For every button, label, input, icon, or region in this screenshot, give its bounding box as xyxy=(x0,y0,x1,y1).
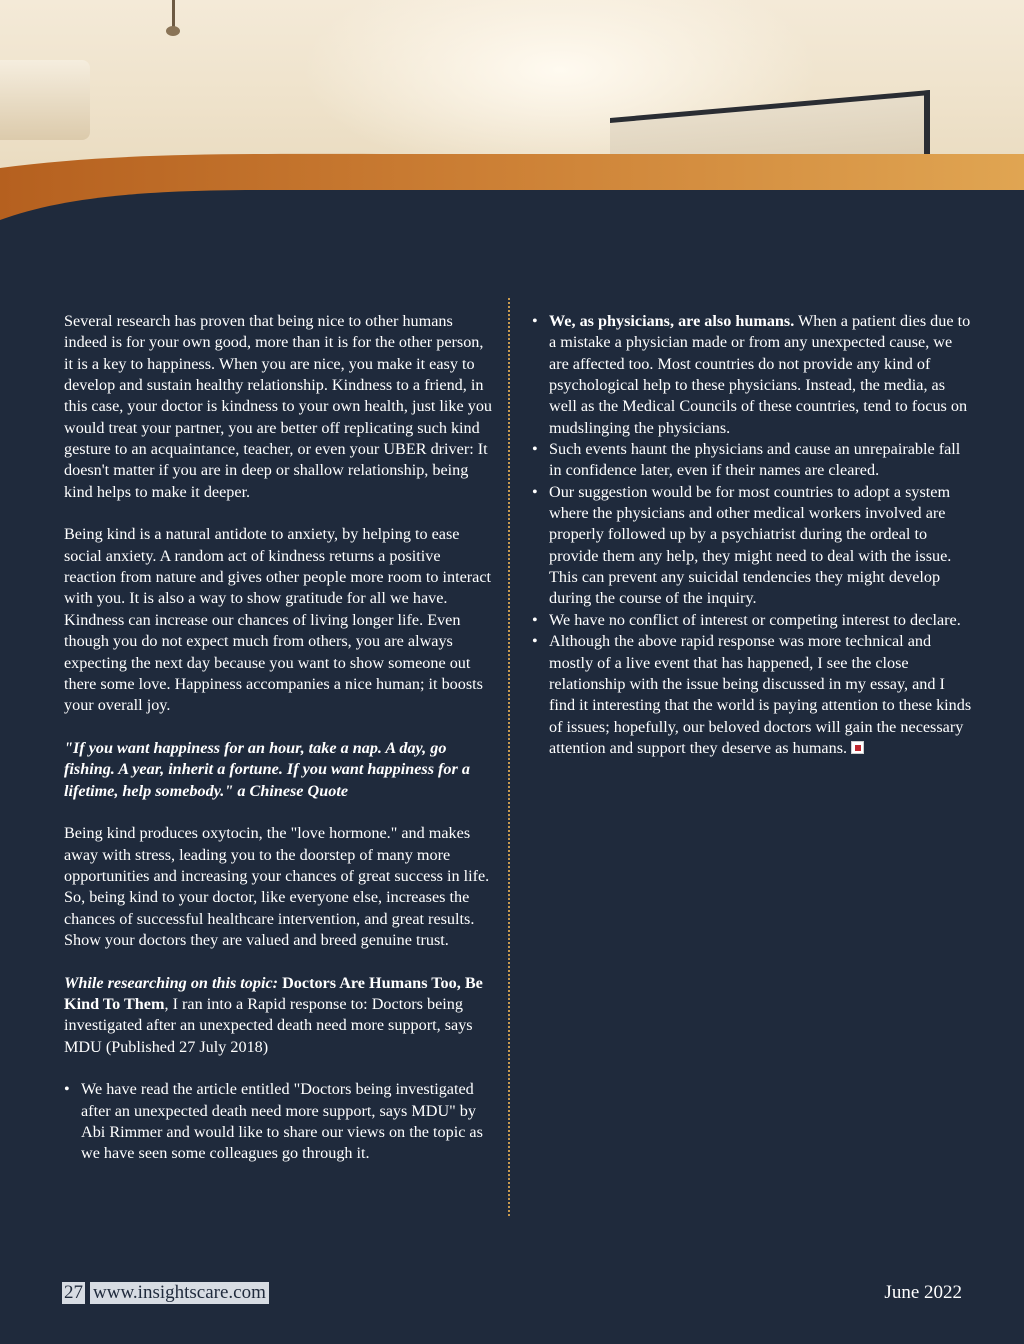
paragraph-kindness-anxiety: Being kind is a natural antidote to anxiety, by helping to ease social anxiety. A random act of kindness returns a positive reaction from nature and gives other people more room to interact with you. It is also a way to show gratitude for all we have. Kindness can increase our chances of living longer life. Even though you do not expect much from others, you are always expecting the next day because you want to show someone out there some love. Happiness accompanies a nice human; it boosts your overall joy. xyxy=(64,525,492,715)
website-link[interactable]: www.insightscare.com xyxy=(90,1282,269,1304)
left-bullet-list xyxy=(64,1079,496,1164)
paragraph-kindness-relationships: Several research has proven that being nice to other humans indeed is for your own good, more than it is for the other person, it is a key to happiness. When you are nice, you make it easy to develop and sustain healthy relationship. Kindness to a friend, in this case, your doctor is kindness to your own health, just like you would treat your partner, you are better off replicating such kind gesture to an acquaintance, teacher, or even your UBER driver: It doesn't matter if you are in deep or shallow relationship, being kind helps to make it deeper. xyxy=(64,312,493,501)
air-conditioner xyxy=(0,60,90,140)
list-item: • We, as physicians, are also humans. When a patient dies due to a mistake a physician made or from any unexpected cause, we are affected too. Most countries do not provide any kind of psychological help to these physicians. Instead, the media, as well as the Medical Councils of these countries, tend to focus on mudslinging the physicians. xyxy=(532,311,972,439)
research-rest: , I ran into a Rapid response to: Doctors being investigated after an unexpected death need more support, says MDU (Published 27 July 2018) xyxy=(64,995,473,1056)
orange-swoosh xyxy=(0,150,1024,230)
list-item: • We have read the article entitled "Doctors being investigated after an unexpected death need more support, says MDU" by Abi Rimmer and would like to share our views on the topic as we have seen some colleagues go through it. xyxy=(64,1079,496,1164)
column-divider xyxy=(508,298,510,1216)
research-title: Doctors Are Humans Too, Be Kind To Them xyxy=(64,973,483,1013)
bullet-lead: We, as physicians, are also humans. xyxy=(549,312,795,330)
list-item: • We have no conflict of interest or competing interest to declare. xyxy=(532,610,972,631)
list-item: • Although the above rapid response was more technical and mostly of a live event that has happened, I see the close relationship with the issue being discussed in my essay, and I find it interesting that the world is paying attention to these kinds of issues; hopefully, our beloved doctors will gain the necessary attention and support they deserve as humans. xyxy=(532,631,972,759)
list-item: • Such events haunt the physicians and cause an unrepairable fall in confidence later, even if their names are cleared. xyxy=(532,439,972,482)
left-column xyxy=(64,311,496,1165)
paragraph-research-topic xyxy=(64,973,496,1058)
paragraph-oxytocin: Being kind produces oxytocin, the "love hormone." and makes away with stress, leading you to the doorstep of many more opportunities and increasing your chances of great success in life. So, being kind to your doctor, like everyone else, increases the chances of successful healthcare intervention, and great results. Show your doctors they are valued and breed genuine trust. xyxy=(64,824,490,949)
issue-date: June 2022 xyxy=(884,1282,962,1303)
research-lead: While researching on this topic: xyxy=(64,973,279,992)
end-of-article-icon xyxy=(851,741,864,754)
chinese-quote: "If you want happiness for an hour, take a nap. A day, go fishing. A year, inherit a fortune. If you want happiness for a lifetime, help somebody." a Chinese Quote xyxy=(64,738,470,800)
list-item: • Our suggestion would be for most countries to adopt a system where the physicians and other medical workers involved are properly followed up by a psychiatrist during the ordeal to provide them any help, they might need to deal with the issue. This can prevent any suicidal tendencies they might develop during the course of the inquiry. xyxy=(532,482,972,610)
footer-left xyxy=(62,1282,269,1304)
right-column xyxy=(532,311,972,759)
right-bullet-list xyxy=(532,311,972,759)
cord-knob xyxy=(166,26,180,36)
page-number: 27 xyxy=(64,1282,83,1303)
